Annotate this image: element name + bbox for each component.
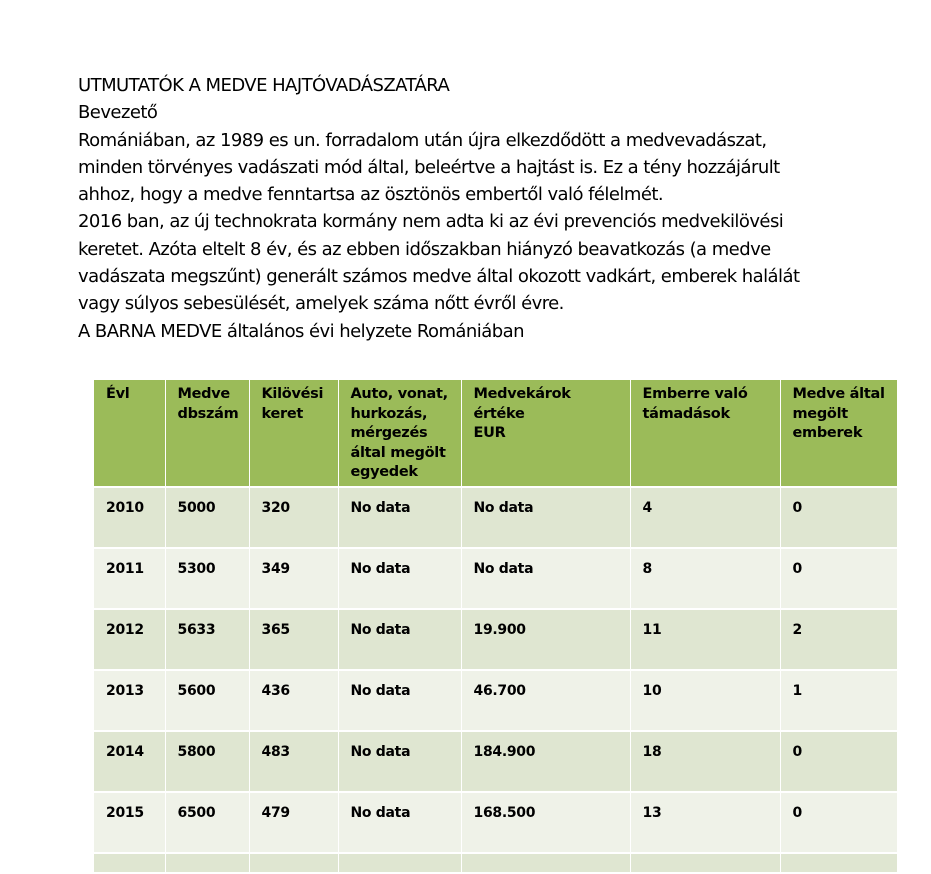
table-row-partial — [94, 853, 897, 873]
cell-col-bear-count: 5000 — [165, 487, 249, 548]
paragraph-line: vagy súlyos sebesülését, amelyek száma nőtt évről évre. — [78, 293, 564, 315]
table-row — [94, 548, 897, 609]
header-label-line: megölt — [792, 405, 848, 422]
cell-col-people-killed: 2 — [780, 609, 897, 670]
cell-col-damage-eur: 184.900 — [461, 731, 630, 792]
cell-col-bear-count — [165, 853, 249, 873]
table-row — [94, 670, 897, 731]
cell-col-killed-other: No data — [338, 731, 461, 792]
cell-col-killed-other: No data — [338, 792, 461, 853]
header-label-line: támadások — [642, 405, 730, 422]
table-row — [94, 487, 897, 548]
header-col-year — [94, 380, 165, 487]
header-label-line: Kilövési — [261, 386, 324, 402]
table-row — [94, 731, 897, 792]
cell-col-people-killed: 1 — [780, 670, 897, 731]
cell-col-quota: 483 — [249, 731, 338, 792]
cell-col-quota — [249, 853, 338, 873]
cell-col-quota: 349 — [249, 548, 338, 609]
cell-col-killed-other: No data — [338, 487, 461, 548]
cell-col-attacks: 4 — [630, 487, 780, 548]
table-row — [94, 792, 897, 853]
cell-col-bear-count: 5800 — [165, 731, 249, 792]
paragraph-line: Romániában, az 1989 es un. forradalom után újra elkezdődött a medvevadászat, — [78, 129, 767, 151]
cell-col-bear-count: 5633 — [165, 609, 249, 670]
header-label-line: mérgezés — [350, 425, 428, 441]
cell-col-attacks: 11 — [630, 609, 780, 670]
cell-col-attacks: 18 — [630, 731, 780, 792]
header-col-quota — [249, 380, 338, 487]
cell-col-year: 2011 — [94, 548, 165, 609]
cell-col-killed-other: No data — [338, 670, 461, 731]
cell-col-damage-eur: 168.500 — [461, 792, 630, 853]
paragraph-line: keretet. Azóta eltelt 8 év, és az ebben időszakban hiányzó beavatkozás (a medve — [78, 238, 771, 260]
cell-col-bear-count: 6500 — [165, 792, 249, 853]
cell-col-people-killed: 0 — [780, 792, 897, 853]
cell-col-year: 2013 — [94, 670, 165, 731]
cell-col-year: 2015 — [94, 792, 165, 853]
cell-col-damage-eur: No data — [461, 548, 630, 609]
cell-col-quota: 320 — [249, 487, 338, 548]
paragraph-line: ahhoz, hogy a medve fenntartsa az ösztönös embertől való félelmét. — [78, 184, 664, 206]
header-col-killed-other — [338, 380, 461, 487]
header-label-line: értéke — [473, 405, 525, 422]
header-label-line: hurkozás, — [350, 405, 428, 422]
table-body — [94, 487, 897, 873]
cell-col-killed-other: No data — [338, 609, 461, 670]
table-caption: A BARNA MEDVE általános évi helyzete Romániában — [78, 320, 524, 342]
cell-col-people-killed — [780, 853, 897, 873]
header-label-line: Medvekárok — [473, 386, 571, 402]
paragraph-line: vadászata megszűnt) generált számos medve által okozott vadkárt, emberek halálát — [78, 266, 800, 288]
paragraph-line: 2016 ban, az új technokrata kormány nem adta ki az évi prevenciós medvekilövési — [78, 211, 784, 233]
bear-statistics-table — [94, 380, 897, 874]
cell-col-attacks: 8 — [630, 548, 780, 609]
cell-col-damage-eur — [461, 853, 630, 873]
header-col-people-killed — [780, 380, 897, 487]
cell-col-quota: 479 — [249, 792, 338, 853]
header-label-line: által megölt — [350, 444, 446, 461]
cell-col-attacks — [630, 853, 780, 873]
cell-col-year: 2012 — [94, 609, 165, 670]
cell-col-people-killed: 0 — [780, 548, 897, 609]
cell-col-people-killed: 0 — [780, 487, 897, 548]
cell-col-attacks: 10 — [630, 670, 780, 731]
paragraph-line: minden törvényes vadászati mód által, beleértve a hajtást is. Ez a tény hozzájárult — [78, 156, 780, 178]
cell-col-attacks: 13 — [630, 792, 780, 853]
header-label-line: dbszám — [177, 405, 239, 422]
header-label-line: egyedek — [350, 464, 418, 480]
cell-col-damage-eur: 19.900 — [461, 609, 630, 670]
cell-col-killed-other — [338, 853, 461, 873]
cell-col-quota: 365 — [249, 609, 338, 670]
cell-col-killed-other: No data — [338, 548, 461, 609]
header-label-line: Medve — [177, 386, 230, 402]
cell-col-people-killed: 0 — [780, 731, 897, 792]
cell-col-quota: 436 — [249, 670, 338, 731]
header-col-attacks — [630, 380, 780, 487]
cell-col-year: 2010 — [94, 487, 165, 548]
header-label-line: emberek — [792, 425, 863, 441]
cell-col-damage-eur: No data — [461, 487, 630, 548]
header-label-line: Medve által — [792, 386, 885, 402]
header-label-line: keret — [261, 405, 304, 422]
header-col-damage-eur — [461, 380, 630, 487]
header-label-line: Auto, vonat, — [350, 386, 448, 402]
cell-col-year: 2014 — [94, 731, 165, 792]
table-header-row — [94, 380, 897, 487]
document-subtitle: Bevezető — [78, 102, 158, 124]
cell-col-bear-count: 5600 — [165, 670, 249, 731]
table-row — [94, 609, 897, 670]
document-body — [78, 72, 878, 345]
header-label-line: Évl — [106, 386, 130, 402]
header-label-line: EUR — [473, 425, 506, 441]
cell-col-damage-eur: 46.700 — [461, 670, 630, 731]
cell-col-bear-count: 5300 — [165, 548, 249, 609]
header-col-bear-count — [165, 380, 249, 487]
document-title: UTMUTATÓK A MEDVE HAJTÓVADÁSZATÁRA — [78, 75, 450, 96]
header-label-line: Emberre való — [642, 386, 748, 402]
cell-col-year — [94, 853, 165, 873]
